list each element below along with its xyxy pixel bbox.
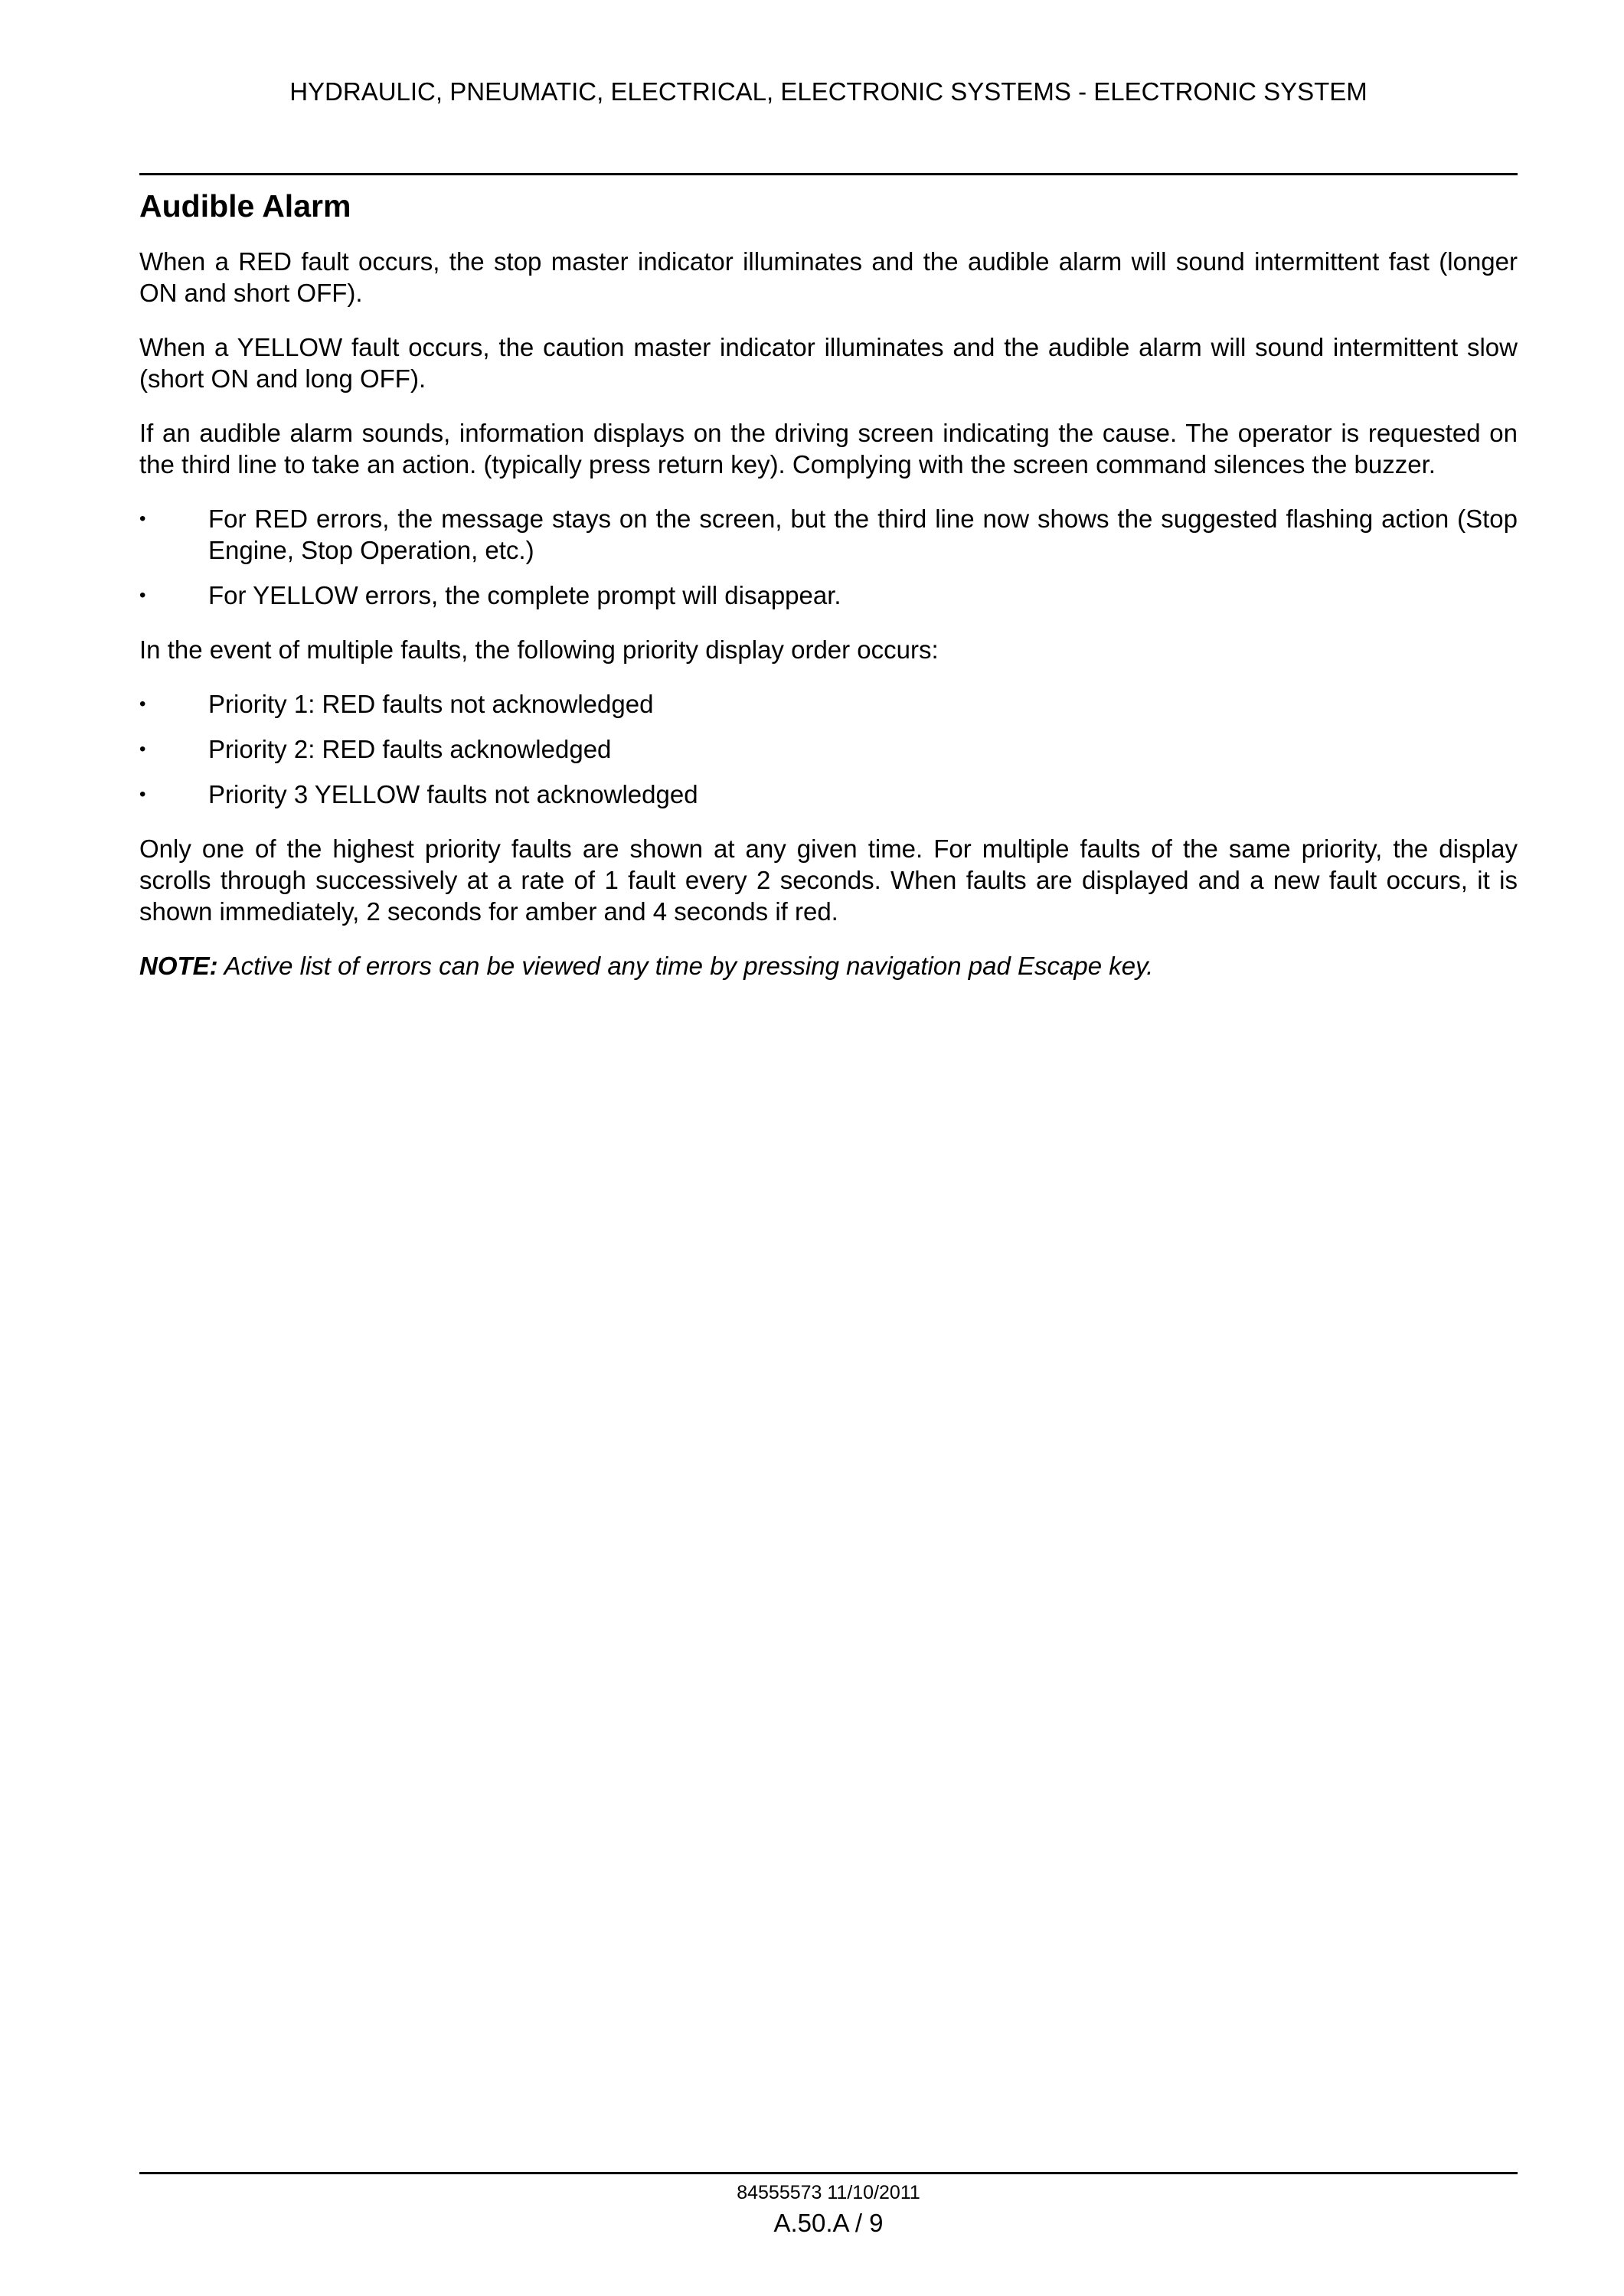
list-item-text: For YELLOW errors, the complete prompt will disappear. bbox=[208, 581, 841, 609]
paragraph-yellow-fault: When a YELLOW fault occurs, the caution master indicator illuminates and the audible alarm will sound intermittent slow (short ON and long OFF). bbox=[139, 333, 1518, 393]
list-item-text: Priority 3 YELLOW faults not acknowledged bbox=[208, 780, 698, 808]
list-item-text: Priority 2: RED faults acknowledged bbox=[208, 735, 612, 763]
page-content bbox=[139, 181, 1518, 981]
list-item-text: Priority 1: RED faults not acknowledged bbox=[208, 690, 654, 718]
bullet-icon: • bbox=[139, 739, 146, 759]
note bbox=[139, 950, 1518, 981]
paragraph-priority-intro: In the event of multiple faults, the following priority display order occurs: bbox=[139, 635, 939, 664]
header-rule bbox=[139, 173, 1518, 175]
list-item bbox=[139, 580, 1518, 611]
list-item bbox=[139, 503, 1518, 566]
note-label: NOTE: bbox=[139, 952, 218, 980]
paragraph-alarm-info: If an audible alarm sounds, information displays on the driving screen indicating the cause. The operator is requested on the third line to take an action. (typically press return key). Complying with the screen command silences the buzzer. bbox=[139, 419, 1518, 478]
paragraph-display-rules: Only one of the highest priority faults are shown at any given time. For multiple faults of the same priority, the display scrolls through successively at a rate of 1 fault every 2 seconds. When faults are displayed and a new fault occurs, it is shown immediately, 2 seconds for amber and 4 seconds if red. bbox=[139, 834, 1518, 926]
list-item-text: For RED errors, the message stays on the screen, but the third line now shows the suggested flashing action (Stop Engine, Stop Operation, etc.) bbox=[208, 505, 1518, 564]
list-item bbox=[139, 688, 1518, 720]
paragraph-red-fault: When a RED fault occurs, the stop master indicator illuminates and the audible alarm will sound intermittent fast (longer ON and short OFF). bbox=[139, 247, 1518, 307]
footer-rule bbox=[139, 2172, 1518, 2174]
error-behavior-list bbox=[139, 503, 1518, 611]
page-reference: A.50.A / 9 bbox=[773, 2209, 884, 2237]
running-header: HYDRAULIC, PNEUMATIC, ELECTRICAL, ELECTRONIC SYSTEMS - ELECTRONIC SYSTEM bbox=[289, 77, 1367, 106]
document-code: 84555573 11/10/2011 bbox=[737, 2182, 920, 2203]
bullet-icon: • bbox=[139, 784, 146, 805]
priority-list bbox=[139, 688, 1518, 810]
bullet-icon: • bbox=[139, 508, 146, 529]
list-item bbox=[139, 779, 1518, 810]
bullet-icon: • bbox=[139, 694, 146, 714]
section-title: Audible Alarm bbox=[139, 188, 351, 224]
list-item bbox=[139, 733, 1518, 765]
bullet-icon: • bbox=[139, 585, 146, 606]
note-text: Active list of errors can be viewed any time by pressing navigation pad Escape key. bbox=[217, 952, 1154, 980]
